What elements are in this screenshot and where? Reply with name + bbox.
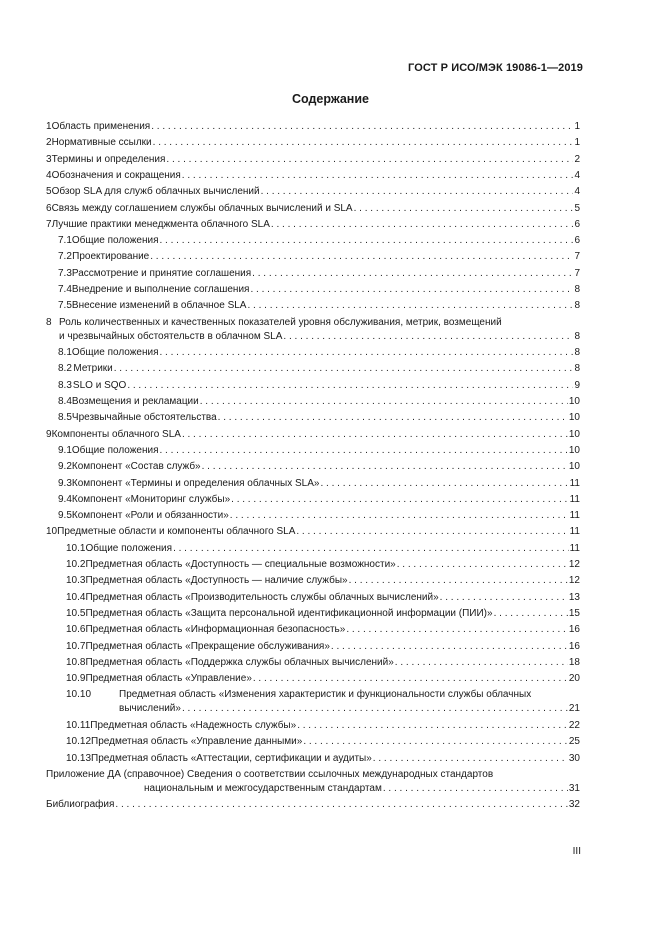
toc-entry[interactable] [46,542,580,556]
toc-entry[interactable] [46,444,580,458]
dot-leader [397,558,568,572]
toc-entry-number: 8.5 [58,412,72,424]
dot-leader [247,299,573,313]
toc-entry-page: 10 [568,461,580,473]
toc-entry-number: 10.3 [66,575,86,587]
toc-entry[interactable] [46,299,580,313]
toc-entry-page: 2 [574,153,580,165]
toc-entry[interactable] [46,798,580,812]
toc-entry[interactable] [46,752,580,766]
toc-entry-title: Предметная область «Надежность службы» [90,719,297,731]
dot-leader [354,202,574,216]
toc-entry-number: 10.12 [66,736,92,748]
toc-entry[interactable] [46,218,580,232]
toc-entry-page: 8 [574,363,580,375]
dot-leader [383,782,568,796]
toc-entry-number: 10.4 [66,591,86,603]
toc-entry-number: 10.11 [66,719,91,731]
toc-entry-title: Предметная область «Защита персональной идентификационной информации (ПИИ)» [85,607,493,619]
toc-entry-number: 10.1 [66,542,86,554]
toc-entry-title: Компонент «Мониторинг службы» [71,493,231,505]
toc-entry-page: 16 [568,624,580,636]
toc-entry-title: Нормативные ссылки [51,137,152,149]
toc-entry-page: 6 [574,235,580,247]
dot-leader [252,267,573,281]
toc-entry-title: Метрики [73,363,113,375]
toc-entry-number: 9.3 [58,477,72,489]
dot-leader [153,136,574,150]
toc-entry-number: 10.5 [66,607,86,619]
toc-entry-number: 8.2 [58,363,72,375]
toc-entry[interactable] [46,395,580,409]
toc-entry[interactable] [46,768,580,796]
dot-leader [346,623,568,637]
toc-entry-title: Термины и определения [51,153,166,165]
toc-entry-number: 3 [46,153,52,165]
toc-entry-title: Рассмотрение и принятие соглашения [71,267,252,279]
toc-entry-page: 10 [568,412,580,424]
toc-entry-number: 9.1 [58,444,72,456]
toc-entry-page: 8 [574,300,580,312]
toc-entry-number: 9.5 [58,510,72,522]
toc-entry-number: 7.4 [58,284,72,295]
toc-entry-title: Внесение изменений в облачное SLA [71,300,247,312]
toc-entry[interactable] [46,607,580,621]
toc-entry-title-line1: Приложение ДА (справочное) Сведения о соответствии ссылочных международных стандартов [46,768,494,780]
toc-entry-title: Обзор SLA для служб облачных вычислений [51,186,260,198]
toc-entry-page: 6 [574,218,580,230]
toc-entry[interactable] [46,202,580,216]
toc-entry-number: 10.2 [66,559,86,570]
toc-entry-title: Общие положения [71,444,159,456]
toc-entry[interactable] [46,477,580,491]
toc-entry-page: 4 [574,186,580,198]
toc-entry[interactable] [46,656,580,670]
dot-leader [261,185,574,199]
dot-leader [200,395,568,409]
toc-entry-number: 9.4 [58,493,72,505]
toc-entry-title: Библиография [46,799,115,811]
toc-entry-title: Общие положения [85,542,173,554]
toc-entry-title: Компонент «Термины и определения облачных SLA» [71,477,320,489]
toc-entry-page: 25 [568,736,580,748]
toc-entry-number: 8.1 [58,347,72,359]
toc-entry-number: 7.2 [58,251,72,263]
toc-entry-title: Предметная область «Управление» [85,673,252,685]
dot-leader [160,346,574,360]
dot-leader [395,656,568,670]
toc-entry-number: 10.7 [66,640,86,652]
toc-entry-title: Область применения [51,121,151,132]
toc-entry-title: Общие положения [71,235,159,247]
toc-entry[interactable] [46,688,580,716]
toc-entry[interactable] [46,591,580,605]
toc-entry-number: 7.3 [58,267,72,279]
dot-leader [202,460,568,474]
toc-entry-title-line1: Роль количественных и качественных показателей уровня обслуживания, метрик, возмещений [59,316,502,328]
toc-entry-page: 8 [574,330,580,342]
toc-entry-number: 4 [46,169,52,181]
dot-leader [373,752,568,766]
toc-entry-number: 7.5 [58,300,72,312]
dot-leader [173,542,569,556]
toc-entry-page: 12 [568,559,580,570]
toc-entry-number: 10.8 [66,656,86,668]
toc-entry[interactable] [46,362,580,376]
dot-leader [231,493,568,507]
toc-entry-number: 2 [46,137,52,149]
dot-leader [160,444,568,458]
toc-entry-number: 8.4 [58,396,72,407]
toc-title: Содержание [291,92,369,106]
toc-entry[interactable] [46,185,580,199]
toc-entry[interactable] [46,346,580,360]
toc-entry-title: Компоненты облачного SLA [51,428,181,440]
dot-leader [218,411,568,425]
dot-leader [151,120,573,134]
toc-entry-number: 10.9 [66,673,86,685]
toc-entry-title: Предметная область «Прекращение обслуживания» [85,640,330,652]
toc-entry[interactable] [46,460,580,474]
toc-entry-page: 8 [574,284,580,295]
toc-entry[interactable] [46,640,580,654]
toc-entry-page: 8 [574,347,580,359]
toc-entry-title: и чрезвычайных обстоятельств в облачном SLA [59,330,283,342]
toc-entry-page: 20 [568,673,580,685]
toc-entry-page: 7 [574,251,580,263]
toc-entry[interactable] [46,672,580,686]
toc-entry-number: 6 [46,202,52,214]
toc-entry[interactable] [46,153,580,167]
toc-entry[interactable] [46,525,580,539]
dot-leader [160,234,574,248]
dot-leader [331,640,568,654]
dot-leader [182,169,574,183]
toc-entry[interactable] [46,267,580,281]
dot-leader [283,330,573,344]
toc-entry-page: 10 [568,428,580,440]
toc-entry-number: 8.3 [58,379,72,391]
toc-entry-page: 1 [574,121,580,132]
dot-leader [150,250,573,264]
toc-entry-number: 1 [46,121,52,132]
dot-leader [253,672,568,686]
toc-entry-title: Связь между соглашением службы облачных вычислений и SLA [51,202,353,214]
toc-entry-number: 9.2 [58,461,72,473]
toc-entry-page: 15 [568,607,580,619]
toc-entry[interactable] [46,493,580,507]
toc-entry-title: вычислений» [119,703,181,715]
toc-entry-title-line1: Предметная область «Изменения характеристик и функциональности службы облачных [119,689,532,701]
toc-entry-title: Предметная область «Доступность — наличие службы» [85,575,348,587]
toc-entry-title: Предметная область «Аттестации, сертификации и аудиты» [91,752,372,764]
toc-entry-title: Лучшие практики менеджмента облачного SLA [51,218,270,230]
toc-entry[interactable] [46,316,580,344]
toc-entry-title: Компонент «Состав служб» [71,461,201,473]
dot-leader [250,283,573,297]
dot-leader [349,574,568,588]
page-number: III [572,846,581,857]
toc-entry[interactable] [46,623,580,637]
toc-entry-number: 7 [46,218,52,230]
toc-entry-page: 12 [568,575,580,587]
toc-entry[interactable] [46,509,580,523]
toc-entry[interactable] [46,735,580,749]
toc-entry-page: 11 [569,526,580,538]
toc-entry-title: Проектирование [72,251,150,263]
toc-entry[interactable] [46,283,580,297]
toc-entry-page: 21 [568,703,580,715]
toc-entry-page: 4 [574,169,580,181]
toc-entry-number: 5 [46,186,52,198]
toc-entry-title: Чрезвычайные обстоятельства [71,412,217,424]
toc-entry-page: 7 [574,267,580,279]
toc-entry[interactable] [46,136,580,150]
dot-leader [166,153,573,167]
toc-entry-page: 11 [569,477,580,489]
dot-leader [182,428,568,442]
toc-entry-number: 10.6 [66,624,86,636]
document-code: ГОСТ Р ИСО/МЭК 19086-1—2019 [408,62,583,74]
toc-entry-title: Предметная область «Производительность службы облачных вычислений» [85,591,439,603]
toc-entry-page: 1 [574,137,580,149]
toc-entry-page: 11 [569,542,580,554]
dot-leader [127,379,573,393]
toc-entry-page: 32 [568,799,580,811]
toc-entry-title: Возмещения и рекламации [71,396,199,407]
toc-entry[interactable] [46,719,580,733]
toc-entry[interactable] [46,120,580,134]
toc-entry[interactable] [46,379,580,393]
toc-entry-page: 18 [568,656,580,668]
toc-entry-title: Компонент «Роли и обязанности» [71,510,229,522]
toc-entry-page: 30 [568,752,580,764]
dot-leader [115,798,567,812]
dot-leader [494,607,568,621]
toc-entry-title: Предметные области и компоненты облачного SLA [57,526,296,538]
toc-entry[interactable] [46,411,580,425]
toc-entry-number: 9 [46,428,52,440]
toc-entry-title: национальным и межгосударственным стандартам [144,782,382,794]
toc-entry-page: 13 [568,591,580,603]
toc-entry-page: 11 [569,493,580,505]
toc-entry-page: 11 [569,510,580,522]
dot-leader [230,509,569,523]
toc-entry-number: 8 [46,316,52,328]
toc-entry[interactable] [46,250,580,264]
toc-entry-number: 10.10 [66,689,92,701]
toc-entry-page: 10 [568,444,580,456]
toc-entry-page: 10 [568,396,580,407]
toc-entry-page: 31 [568,782,580,794]
dot-leader [114,362,574,376]
toc-entry-title: Общие положения [71,347,159,359]
toc-entry-title: SLO и SQO [72,379,127,391]
dot-leader [271,218,574,232]
dot-leader [182,702,568,716]
toc-entry-number: 10 [46,526,58,538]
toc-entry-page: 22 [568,719,580,731]
toc-entry[interactable] [46,558,580,572]
toc-entry-page: 9 [574,379,580,391]
toc-entry[interactable] [46,428,580,442]
toc-entry[interactable] [46,574,580,588]
dot-leader [303,735,568,749]
toc-entry-title: Внедрение и выполнение соглашения [71,284,250,295]
toc-entry-title: Обозначения и сокращения [51,169,181,181]
dot-leader [320,477,568,491]
toc-entry-number: 10.13 [66,752,92,764]
toc-entry-page: 5 [574,202,580,214]
toc-entry-title: Предметная область «Доступность — специальные возможности» [85,559,396,570]
dot-leader [297,719,568,733]
toc-entry-page: 16 [568,640,580,652]
toc-entry[interactable] [46,169,580,183]
toc-entry-title: Предметная область «Информационная безопасность» [85,624,346,636]
toc-entry-number: 7.1 [58,235,72,247]
toc-entry-title: Предметная область «Поддержка службы облачных вычислений» [85,656,394,668]
dot-leader [440,591,568,605]
toc-entry-title: Предметная область «Управление данными» [91,736,303,748]
dot-leader [296,525,568,539]
toc-entry[interactable] [46,234,580,248]
